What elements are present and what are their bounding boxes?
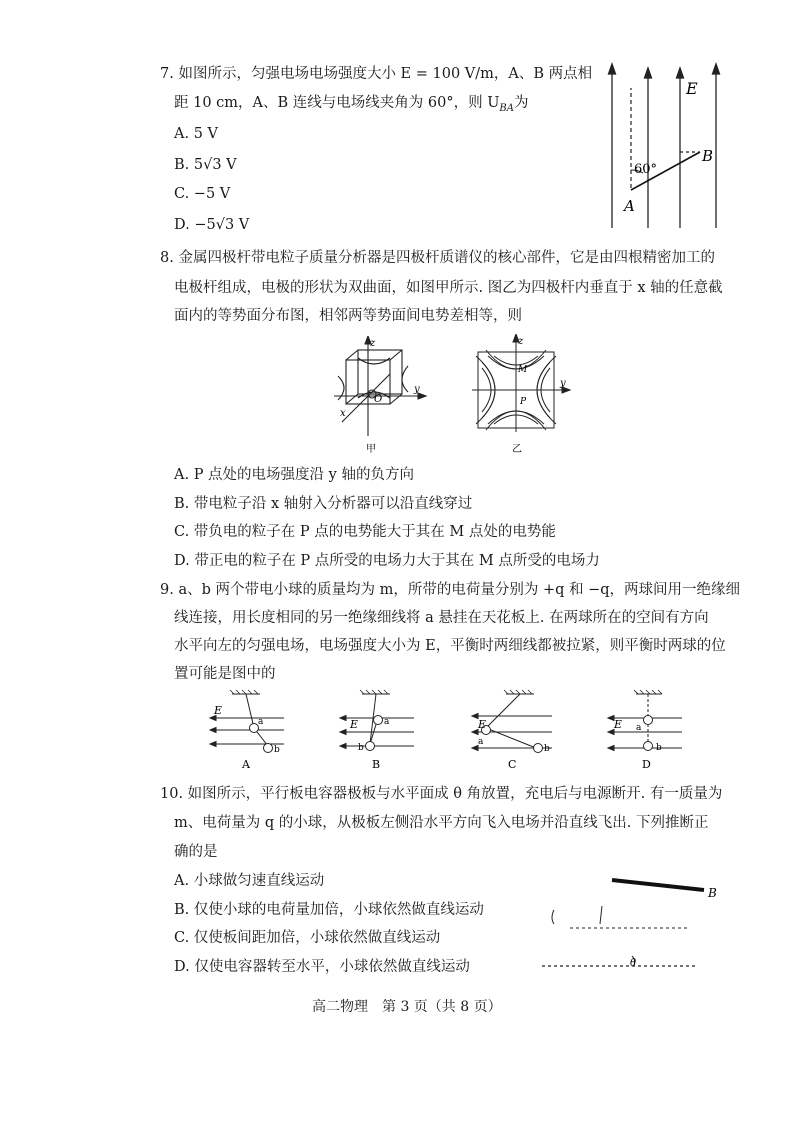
q7-option-a: A. 5 V [174, 126, 218, 142]
q7-option-b: B. 5√3 V [174, 157, 237, 173]
q7-option-c: C. −5 V [174, 186, 231, 202]
q9-c-label-a: a [478, 737, 484, 747]
q8-jia-caption: 甲 [366, 444, 376, 455]
q8-stem-line2: 电极杆组成，电极的形状为双曲面，如图甲所示. 图乙为四极杆内垂直于 x 轴的任意截 [174, 280, 723, 296]
q9-a-label-a: a [258, 717, 264, 727]
q7-stem-line2 [174, 93, 529, 119]
q7-stem-text: 距 10 cm，A、B 连线与电场线夹角为 60°，则 U [174, 95, 500, 111]
q8-stem-line1: 8. 金属四极杆带电粒子质量分析器是四极杆质谱仪的核心部件，它是由四根精密加工的 [160, 250, 715, 266]
q9-d-label-e: E [614, 718, 623, 731]
q9-c-label-e: E [478, 718, 487, 731]
q8-option-c: C. 带负电的粒子在 P 点的电势能大于其在 M 点处的电势能 [174, 524, 556, 540]
q9-d-label-b: b [656, 743, 662, 753]
q7-stem-line1: 7. 如图所示，匀强电场电场强度大小 E = 100 V/m，A、B 两点相 [160, 66, 593, 82]
q10-stem-line3: 确的是 [174, 844, 218, 860]
q8-stem-line3: 面内的等势面分布图，相邻两等势面间电势差相等，则 [174, 308, 522, 324]
q8-option-d: D. 带正电的粒子在 P 点所受的电场力大于其在 M 点所受的电场力 [174, 553, 600, 569]
q9-b-label-e: E [350, 718, 359, 731]
q9-a-letter: A [242, 758, 250, 771]
q8-figure-yi [466, 334, 576, 456]
q9-c-label-b: b [544, 744, 550, 754]
page-footer: 高二物理 第 3 页（共 8 页） [312, 999, 502, 1015]
q10-label-b: B [708, 886, 717, 900]
q9-b-label-b: b [358, 743, 364, 753]
q7-angle-label: 60° [634, 162, 658, 177]
q8-yi-axis-y: y [560, 378, 566, 389]
q8-jia-axis-z: z [370, 338, 376, 349]
q9-b-letter: B [372, 758, 381, 771]
q7-label-b: B [702, 147, 714, 165]
q10-option-c: C. 仅使板间距加倍，小球依然做直线运动 [174, 930, 441, 946]
q8-yi-label-p: P [520, 397, 527, 407]
q8-figure-jia [328, 336, 428, 456]
q8-jia-axis-y: y [414, 384, 420, 395]
q8-yi-label-m: M [518, 365, 528, 375]
q7-label-a: A [624, 197, 635, 215]
q9-figure-c [470, 688, 556, 774]
q10-stem-line2: m、电荷量为 q 的小球，从极板左侧沿水平方向飞入电场并沿直线飞出. 下列推断正 [174, 815, 709, 831]
q9-stem-line1: 9. a、b 两个带电小球的质量均为 m，所带的电荷量分别为 +q 和 −q，两球间用一绝缘细 [160, 582, 741, 598]
q10-option-a: A. 小球做匀速直线运动 [174, 873, 325, 889]
q8-jia-origin: O [374, 394, 383, 405]
q10-capacitor-figure [538, 870, 728, 980]
q10-label-theta: θ [630, 958, 637, 969]
q8-yi-caption: 乙 [512, 444, 522, 455]
q9-stem-line4: 置可能是图中的 [174, 666, 276, 682]
q9-c-letter: C [508, 758, 517, 771]
q8-option-a: A. P 点处的电场强度沿 y 轴的负方向 [174, 467, 414, 483]
q9-d-letter: D [642, 758, 651, 771]
q7-subscript: BA [499, 102, 514, 114]
q10-option-b: B. 仅使小球的电荷量加倍，小球依然做直线运动 [174, 902, 484, 918]
q9-b-label-a: a [384, 717, 390, 727]
q9-stem-line3: 水平向左的匀强电场，电场强度大小为 E，平衡时两细线都被拉紧，则平衡时两球的位 [174, 638, 726, 654]
q10-stem-line1: 10. 如图所示，平行板电容器极板与水平面成 θ 角放置，充电后与电源断开. 有一质量为 [160, 786, 723, 802]
q8-jia-axis-x: x [340, 408, 346, 419]
q7-option-d: D. −5√3 V [174, 217, 250, 233]
q9-a-label-b: b [274, 745, 280, 755]
q10-option-d: D. 仅使电容器转至水平，小球依然做直线运动 [174, 959, 470, 975]
q9-figure-d [606, 688, 686, 774]
q7-field-figure [598, 60, 738, 230]
q8-option-b: B. 带电粒子沿 x 轴射入分析器可以沿直线穿过 [174, 496, 473, 512]
q9-a-label-e: E [214, 704, 223, 717]
q8-yi-axis-z: z [518, 336, 524, 347]
q7-stem-end: 为 [514, 95, 529, 111]
q9-figure-a [208, 688, 288, 774]
q9-d-label-a: a [636, 723, 642, 733]
q9-figure-b [338, 688, 418, 774]
q9-stem-line2: 线连接，用长度相同的另一绝缘细线将 a 悬挂在天花板上. 在两球所在的空间有方向 [174, 610, 709, 626]
q7-label-e: E [686, 79, 698, 98]
